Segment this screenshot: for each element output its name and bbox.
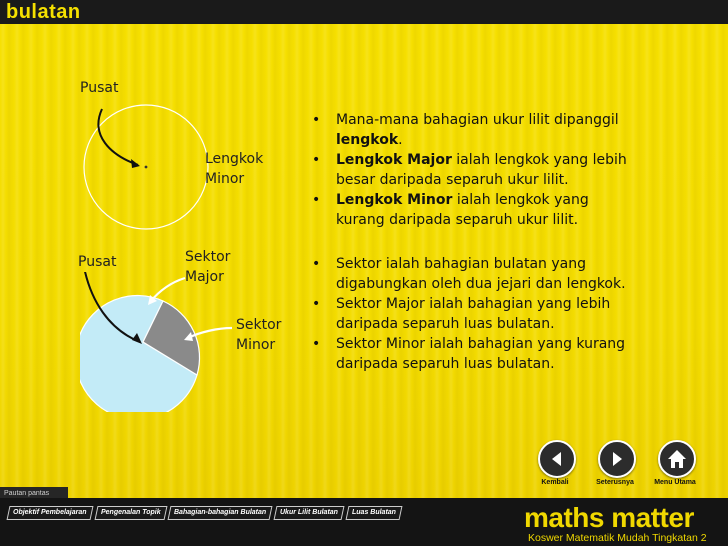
title-bar [0, 0, 728, 24]
pusat-label-2: Pusat [78, 254, 117, 270]
bullet-item: • Sektor Minor ialah bahagian yang kurang daripada separuh luas bulatan. [312, 336, 626, 372]
brand-logo: maths matter [524, 502, 694, 533]
pusat-arrow [98, 109, 138, 165]
bullet-item: • Sektor ialah bahagian bulatan yang digabungkan oleh dua jejari dan lengkok. [312, 256, 626, 292]
quicklinks-label: Pautan pantas [0, 487, 68, 500]
quicklink-bahagian[interactable]: Bahagian-bahagian Bulatan [168, 506, 273, 520]
next-button[interactable] [598, 440, 636, 478]
quicklinks [8, 506, 401, 520]
back-button[interactable] [538, 440, 576, 478]
quicklink-ukur-lilit[interactable]: Ukur Lilit Bulatan [274, 506, 345, 520]
lengkok-minor-label-2: Minor [205, 171, 245, 187]
bullet-item: • Lengkok Major ialah lengkok yang lebih besar daripada separuh ukur lilit. [312, 152, 627, 188]
bullet-list [312, 110, 657, 374]
quicklink-pengenalan[interactable]: Pengenalan Topik [94, 506, 167, 520]
bullet-item: • Sektor Major ialah bahagian yang lebih daripada separuh luas bulatan. [312, 296, 611, 332]
back-label[interactable]: Kembali [541, 479, 569, 486]
sektor-major-label-1: Sektor [185, 249, 231, 265]
lengkok-minor-label-1: Lengkok [205, 151, 264, 167]
navigation [532, 440, 722, 490]
bullet-item: • Mana-mana bahagian ukur lilit dipanggil lengkok. [312, 112, 619, 148]
center-point [145, 166, 148, 169]
arrow-left-icon [540, 442, 574, 476]
quicklink-luas[interactable]: Luas Bulatan [346, 506, 403, 520]
sektor-minor-label-2: Minor [236, 337, 276, 353]
sector-diagram [80, 272, 320, 412]
quicklink-objektif[interactable]: Objektif Pembelajaran [7, 506, 94, 520]
bullet-item: • Lengkok Minor ialah lengkok yang kurang daripada separuh ukur lilit. [312, 192, 589, 228]
home-icon [660, 442, 694, 476]
home-button[interactable] [658, 440, 696, 478]
sektor-major-label-2: Major [185, 269, 224, 285]
next-label[interactable]: Seterusnya [596, 479, 634, 486]
brand-subtitle: Koswer Matematik Mudah Tingkatan 2 [528, 532, 707, 544]
sektor-minor-label-1: Sektor [236, 317, 282, 333]
arrow-right-icon [600, 442, 634, 476]
page-title: bulatan [6, 1, 81, 23]
pusat-label-1: Pusat [80, 80, 119, 96]
pusat-arrowhead [131, 159, 140, 168]
home-label[interactable]: Menu Utama [654, 479, 696, 486]
